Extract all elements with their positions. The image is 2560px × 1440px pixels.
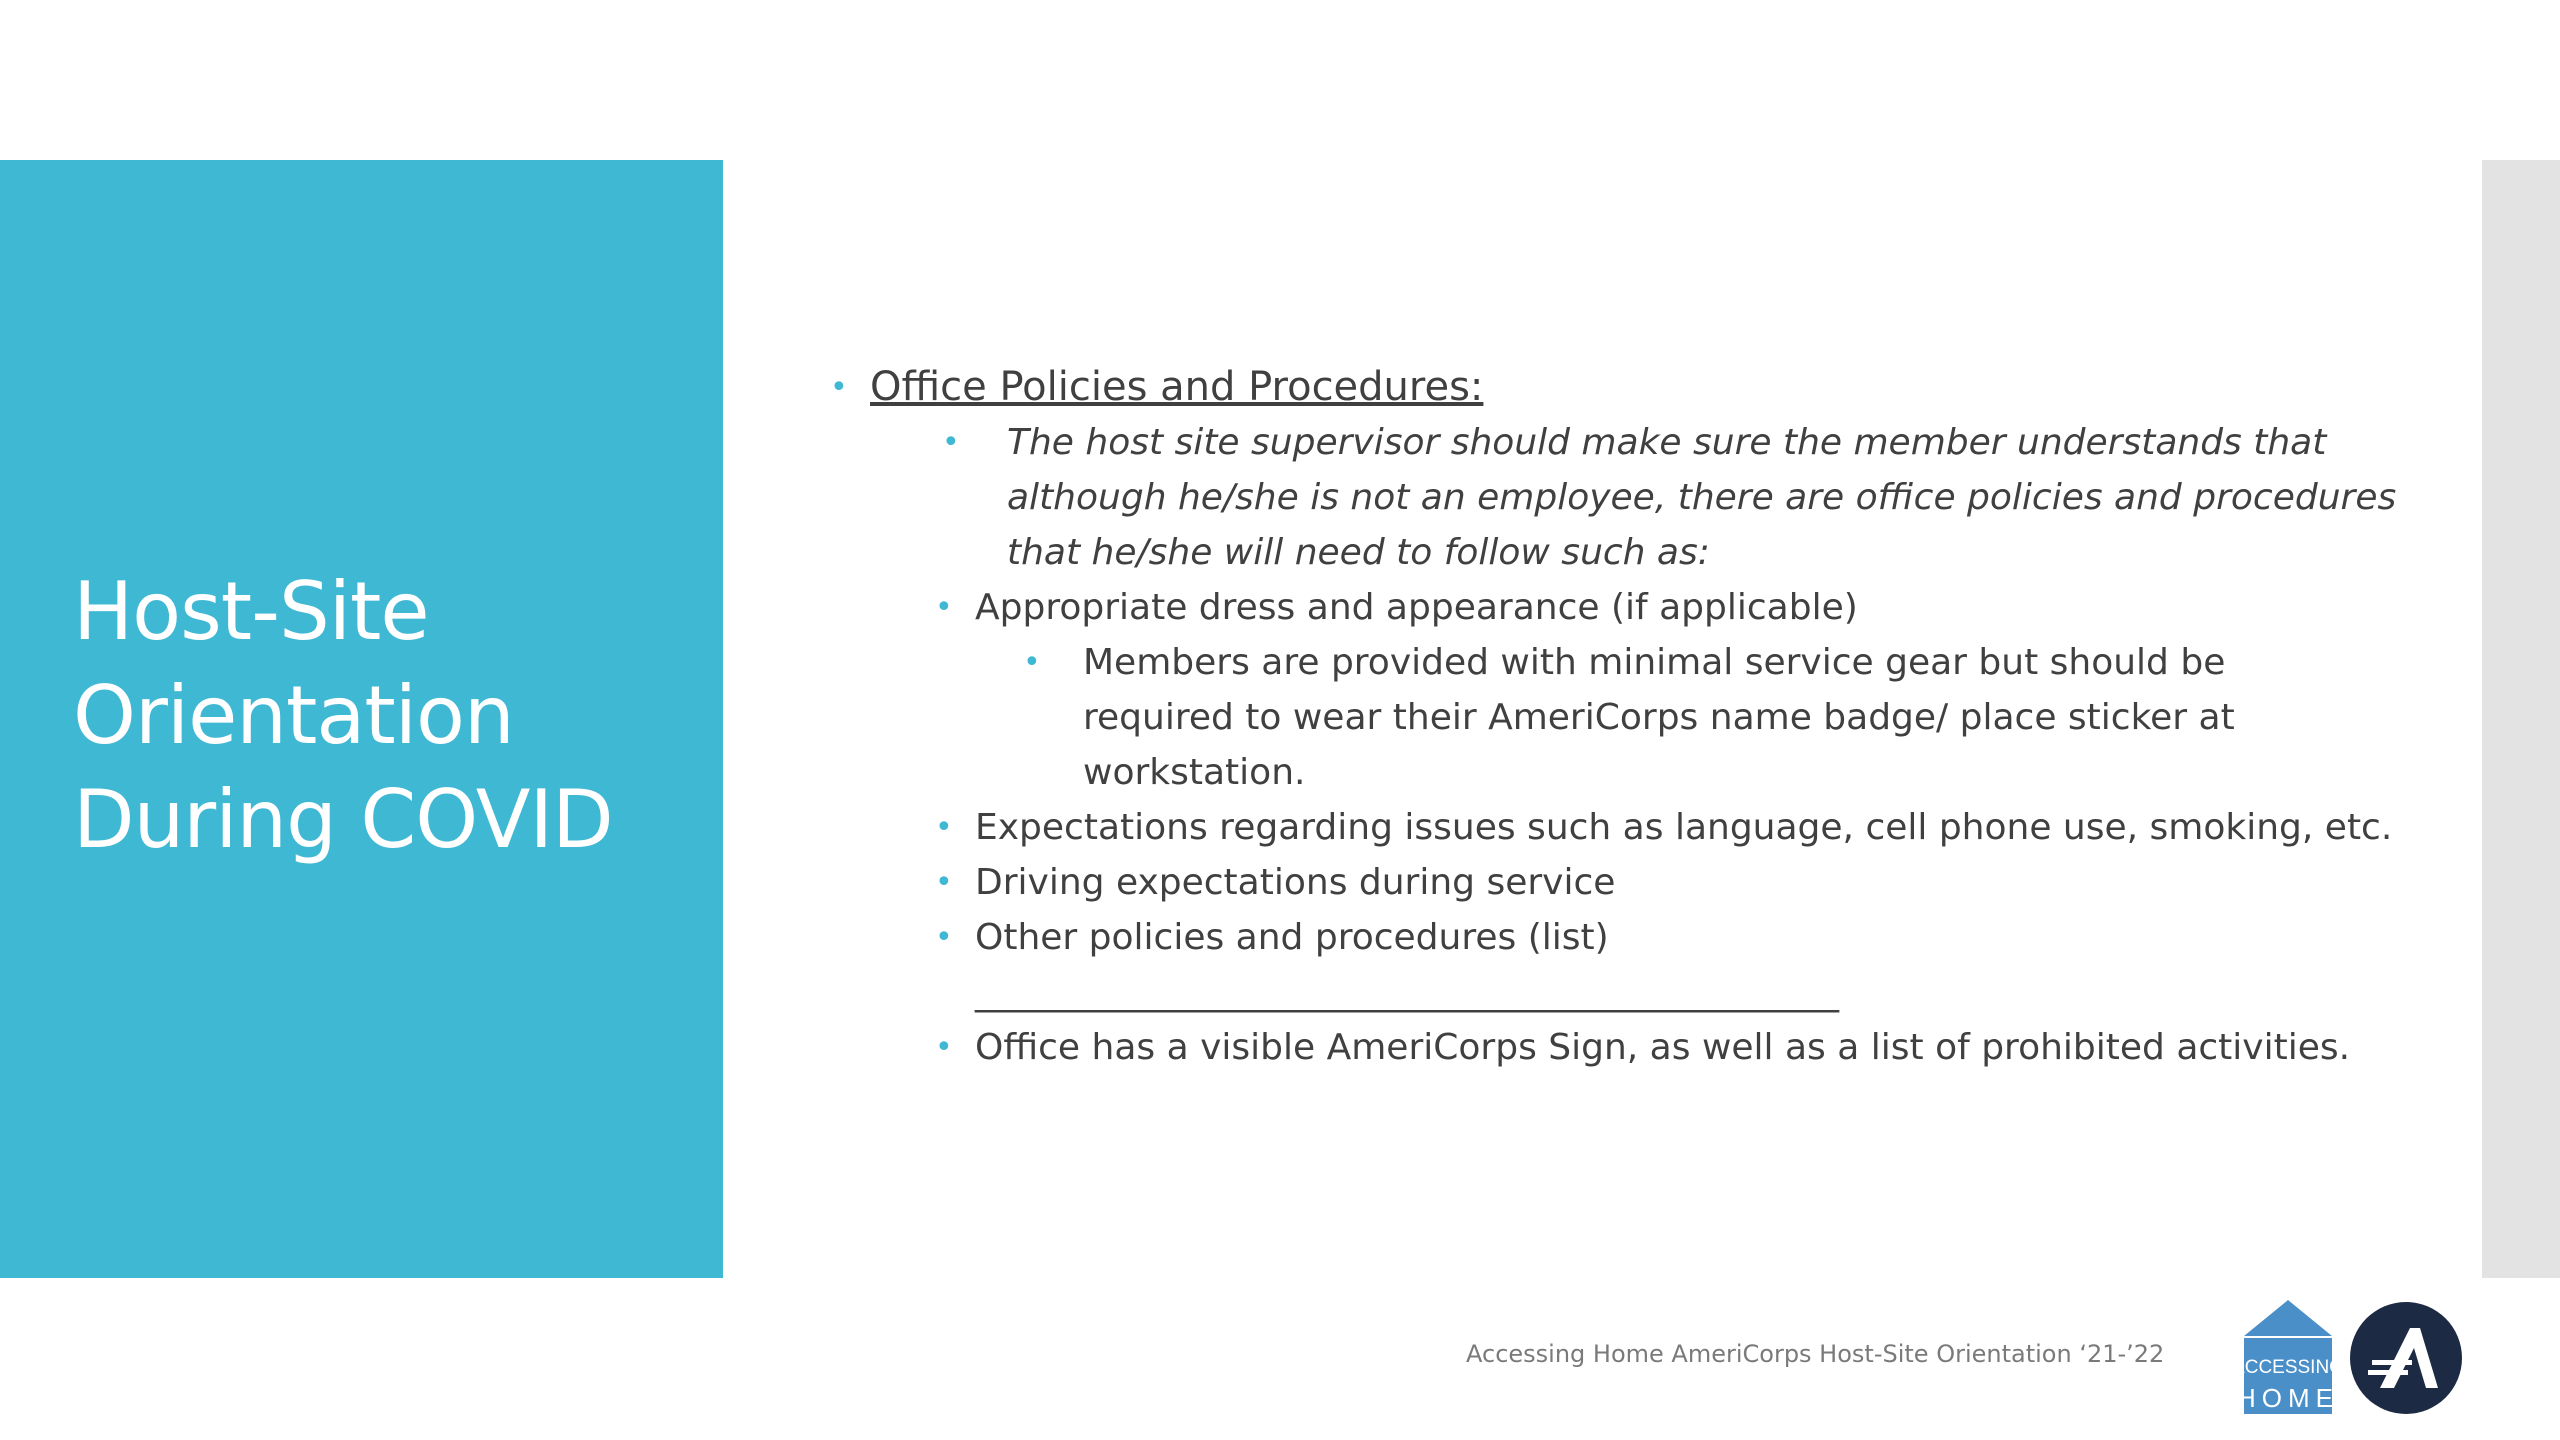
slide-title-line: During COVID — [73, 773, 613, 866]
dress-detail-line: Members are provided with minimal service gear but should be — [1083, 642, 2226, 683]
bullet-icon: • — [935, 1030, 953, 1065]
expectations-item-text: Expectations regarding issues such as language, cell phone use, smoking, etc. — [975, 807, 2393, 848]
fill-in-blank-line: ________________________________________________ — [975, 972, 1839, 1013]
list-item-supervisor-note — [820, 415, 2397, 580]
bullet-icon: • — [942, 425, 960, 460]
other-item-text: Other policies and procedures (list) — [975, 917, 1609, 958]
list-item-expectations — [820, 800, 2393, 855]
section-heading: Office Policies and Procedures: — [870, 364, 1484, 410]
right-side-bar — [2482, 160, 2560, 1278]
bullet-icon: • — [830, 370, 848, 405]
bullet-icon: • — [935, 590, 953, 625]
slide-title — [73, 560, 693, 872]
footer-text: Accessing Home AmeriCorps Host-Site Orientation ‘21-’22 — [1466, 1340, 2165, 1368]
bullet-icon: • — [935, 810, 953, 845]
supervisor-note-line: that he/she will need to follow such as: — [1007, 532, 1710, 573]
bullet-icon: • — [935, 920, 953, 955]
bullet-icon: • — [1023, 645, 1041, 680]
dress-detail-line: workstation. — [1083, 752, 1306, 793]
americorps-a-icon — [2350, 1302, 2462, 1414]
accessing-home-house-icon — [2232, 1298, 2344, 1416]
dress-detail-line: required to wear their AmeriCorps name badge/ place sticker at — [1083, 697, 2235, 738]
list-item-dress — [820, 580, 2380, 635]
bullet-icon: • — [935, 865, 953, 900]
list-item-dress-detail — [820, 635, 2380, 800]
list-item-heading — [820, 360, 2380, 415]
driving-item-text: Driving expectations during service — [975, 862, 1616, 903]
home-logo-text-bottom: HOME — [2237, 1383, 2339, 1413]
slide-title-line: Host-Site — [73, 565, 429, 658]
slide-title-line: Orientation — [73, 669, 514, 762]
sign-item-text: Office has a visible AmeriCorps Sign, as well as a list of prohibited activities. — [975, 1027, 2351, 1068]
home-logo-text-top: ACCESSING — [2232, 1357, 2344, 1378]
supervisor-note-line: although he/she is not an employee, there are office policies and procedures — [1007, 477, 2397, 518]
dress-item-text: Appropriate dress and appearance (if applicable) — [975, 587, 1858, 628]
list-item-sign — [820, 1020, 2380, 1075]
content-area — [820, 360, 2397, 1075]
list-item-driving — [820, 855, 2380, 910]
supervisor-note-line: The host site supervisor should make sure the member understands that — [1007, 422, 2327, 463]
list-item-other — [820, 910, 2380, 965]
